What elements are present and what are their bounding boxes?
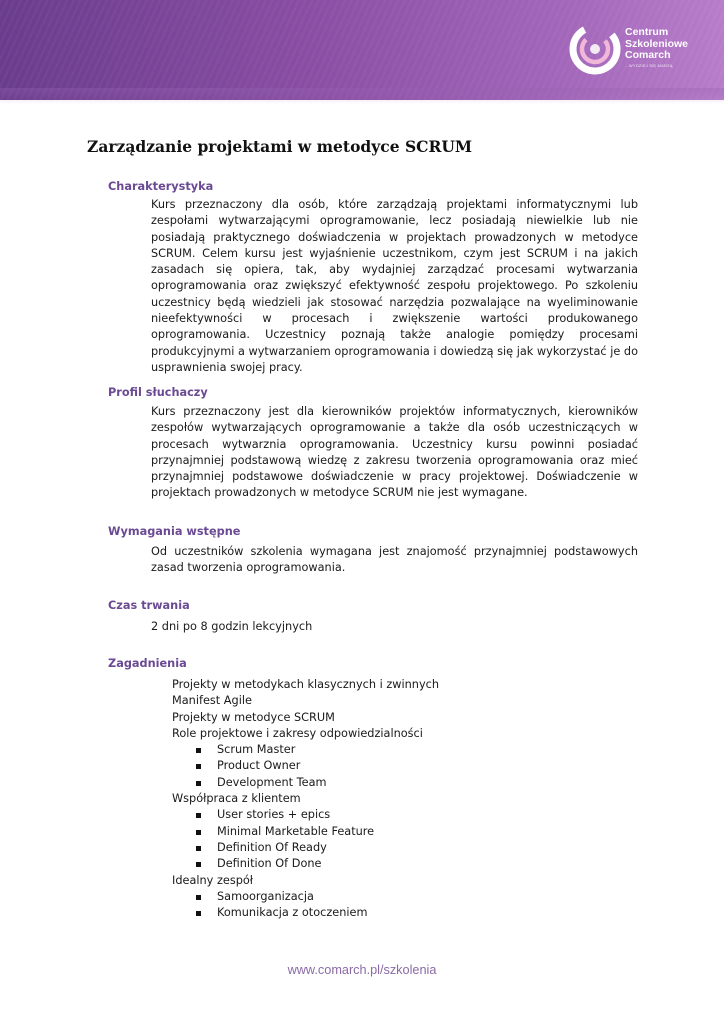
comarch-logo[interactable] — [568, 22, 718, 78]
topic-item — [172, 710, 439, 726]
comarch-logo-icon — [568, 22, 624, 78]
subtopic-item — [172, 807, 439, 823]
topic-item — [172, 693, 439, 709]
section-heading-zagadnienia: Zagadnienia — [108, 657, 187, 670]
subtopic-label: Development Team — [217, 775, 327, 789]
subtopic-item — [172, 824, 439, 840]
subtopic-label: Minimal Marketable Feature — [217, 824, 375, 838]
topic-label: Projekty w metodykach klasycznych i zwinnych — [172, 678, 440, 691]
topic-label: Idealny zespół — [172, 873, 254, 887]
square-bullet-icon — [196, 911, 201, 916]
square-bullet-icon — [196, 781, 201, 786]
square-bullet-icon — [196, 846, 201, 851]
subtopic-item — [172, 889, 439, 905]
section-heading-czas: Czas trwania — [108, 599, 190, 612]
subtopic-list — [172, 889, 439, 922]
topic-item — [172, 873, 439, 922]
subtopic-item — [172, 758, 439, 774]
section-body-charakterystyka: Kurs przeznaczony dla osób, które zarządzają projektami informatycznymi lub zespołami wytwarzającymi oprogramowanie, lecz posiadają niewielkie lub nie posiadają praktycznego doświadczenia w projektach prowadzonych w metodyce SCRUM. Celem kursu jest wyjaśnienie uczestnikom, czym jest SCRUM i na jakich zasadach się opiera, tak, aby wydajniej zarządzać procesami wytwarzania oprogramowania oraz zwiększyć efektywność zespołu projektowego. Po szkoleniu uczestnicy będą wiedzieli jak stosować narzędzia pozwalające na wyeliminowanie nieefektywności w procesach i zwiększenie wartości produkowanego oprogramowania. Uczestnicy poznają także analogie pomiędzy procesami produkcyjnymi a wytwarzaniem oprogramowania i dowiedzą się jak wykorzystać je do usprawnienia swojej pracy. — [151, 198, 638, 374]
subtopic-label: Definition Of Ready — [217, 840, 327, 854]
subtopic-list — [172, 742, 439, 791]
header-band — [0, 0, 724, 100]
subtopic-label: Scrum Master — [217, 743, 296, 757]
square-bullet-icon — [196, 862, 201, 867]
topic-item — [172, 726, 439, 791]
subtopic-label: Product Owner — [217, 759, 301, 773]
logo-line-3: Comarch — [625, 49, 671, 61]
page-title: Zarządzanie projektami w metodyce SCRUM — [87, 137, 473, 156]
topics-list — [172, 677, 439, 921]
square-bullet-icon — [196, 830, 201, 835]
square-bullet-icon — [196, 764, 201, 769]
subtopic-item — [172, 840, 439, 856]
footer-url-link[interactable]: www.comarch.pl/szkolenia — [287, 963, 437, 977]
topic-label: Projekty w metodyce SCRUM — [172, 710, 335, 724]
logo-line-2: Szkoleniowe — [625, 37, 689, 50]
square-bullet-icon — [196, 895, 201, 900]
subtopic-list — [172, 807, 439, 872]
subtopic-item — [172, 742, 439, 758]
section-body-wymagania: Od uczestników szkolenia wymagana jest znajomość przynajmniej podstawowych zasad tworzenia oprogramowania. — [151, 545, 638, 575]
section-heading-charakterystyka: Charakterystyka — [108, 180, 214, 193]
subtopic-item — [172, 856, 439, 872]
topic-item — [172, 791, 439, 872]
section-body-profil: Kurs przeznaczony jest dla kierowników projektów informatycznych, kierowników zespołów wytwarzających oprogramowanie a także dla osób uczestniczących w procesach wytwarznia oprogramowania. Uczestnicy kursu powinni posiadać przynajmniej podstawową wiedzę z zakresu tworzenia oprogramowania oraz mieć przynajmniej podstawowe doświadczenie w pracy projektowej. Doświadczenie w projektach prowadzonych w metodyce SCRUM nie jest wymagane. — [151, 405, 638, 500]
header-shadow — [0, 88, 724, 104]
logo-wordmark — [625, 27, 688, 62]
logo-line-1: Centrum — [625, 26, 669, 38]
square-bullet-icon — [196, 748, 201, 753]
subtopic-label: User stories + epics — [217, 808, 331, 822]
subtopic-label: Samoorganizacja — [217, 889, 314, 903]
section-heading-profil: Profil słuchaczy — [108, 386, 208, 399]
section-body-czas: 2 dni po 8 godzin lekcyjnych — [151, 620, 313, 633]
subtopic-item — [172, 775, 439, 791]
logo-tagline: ...WYDZIEJ SIĘ MARZĄ — [625, 63, 673, 68]
topic-item — [172, 677, 439, 693]
topic-label: Role projektowe i zakresy odpowiedzialności — [172, 726, 423, 740]
subtopic-label: Definition Of Done — [217, 857, 322, 871]
square-bullet-icon — [196, 813, 201, 818]
subtopic-item — [172, 905, 439, 921]
section-heading-wymagania: Wymagania wstępne — [108, 525, 241, 538]
topic-label: Manifest Agile — [172, 694, 252, 708]
subtopic-label: Komunikacja z otoczeniem — [217, 906, 368, 920]
topic-label: Współpraca z klientem — [172, 792, 301, 806]
